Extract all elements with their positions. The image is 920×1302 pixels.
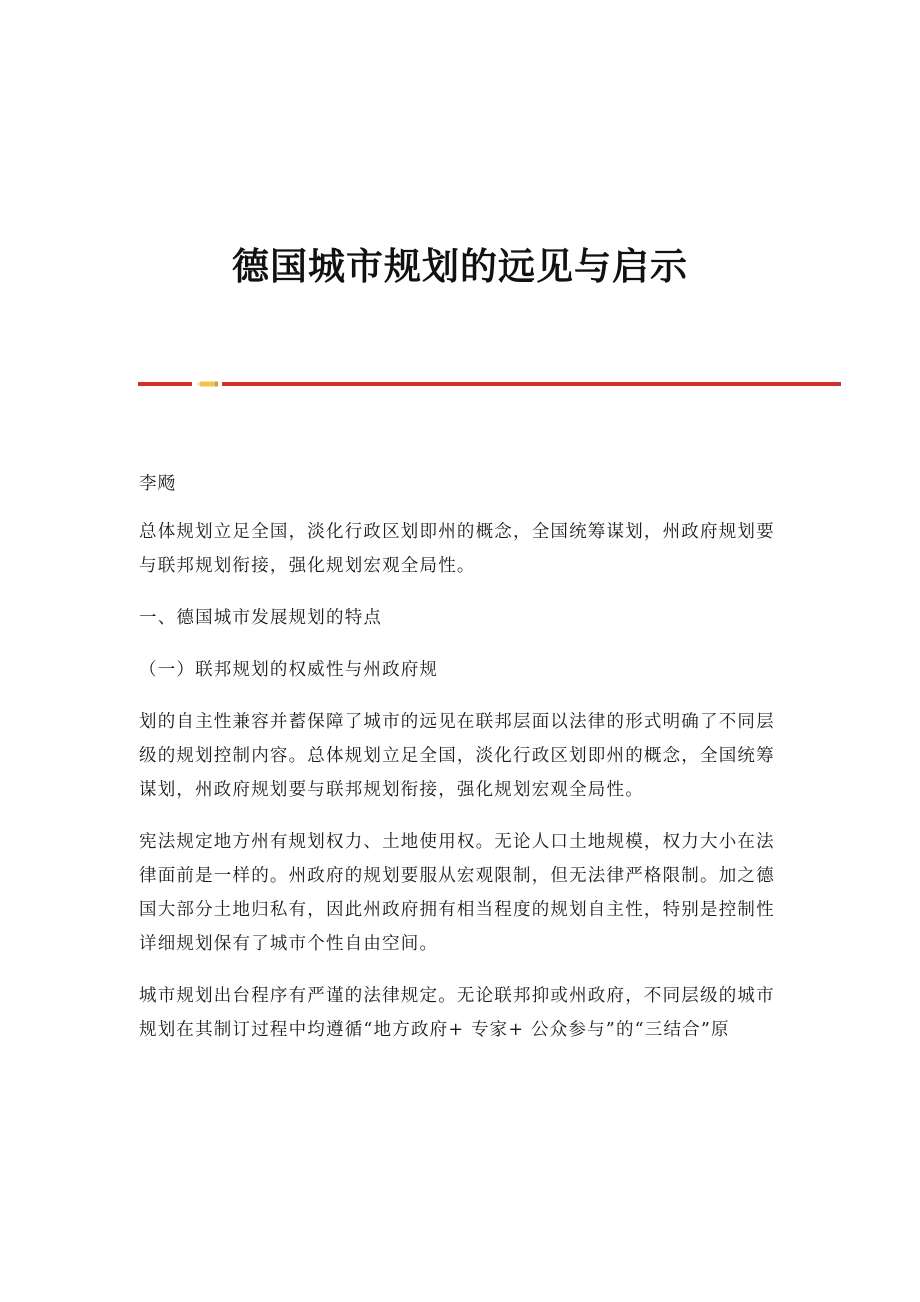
paragraph: 划的自主性兼容并蓄保障了城市的远见在联邦层面以法律的形式明确了不同层级的规划控制内容。总体规划立足全国，淡化行政区划即州的概念，全国统筹谋划，州政府规划要与联邦规划衔接，强化规划宏观全局性。 (139, 712, 775, 800)
divider-bar-right (222, 382, 841, 386)
paragraph: 宪法规定地方州有规划权力、土地使用权。无论人口土地规模，权力大小在法律面前是一样的。州政府的规划要服从宏观限制，但无法律严格限制。加之德国大部分土地归私有，因此州政府拥有相当程度的规划自主性，特别是控制性详细规划保有了城市个性自由空间。 (139, 832, 775, 954)
author-name: 李飏 (139, 474, 177, 494)
pencil-icon (196, 381, 218, 387)
divider-bar-left (138, 382, 192, 386)
paragraph: 城市规划出台程序有严谨的法律规定。无论联邦抑或州政府，不同层级的城市规划在其制订过程中均遵循“地方政府+ 专家+ 公众参与”的“三结合”原 (139, 986, 775, 1040)
document-title: 德国城市规划的远见与启示 (232, 243, 688, 288)
title-divider (138, 380, 841, 388)
section-heading: 一、德国城市发展规划的特点 (139, 608, 383, 628)
subsection-heading: （一）联邦规划的权威性与州政府规 (139, 660, 439, 680)
paragraph: 总体规划立足全国，淡化行政区划即州的概念，全国统筹谋划，州政府规划要与联邦规划衔接，强化规划宏观全局性。 (139, 522, 775, 576)
document-body (139, 467, 779, 1065)
